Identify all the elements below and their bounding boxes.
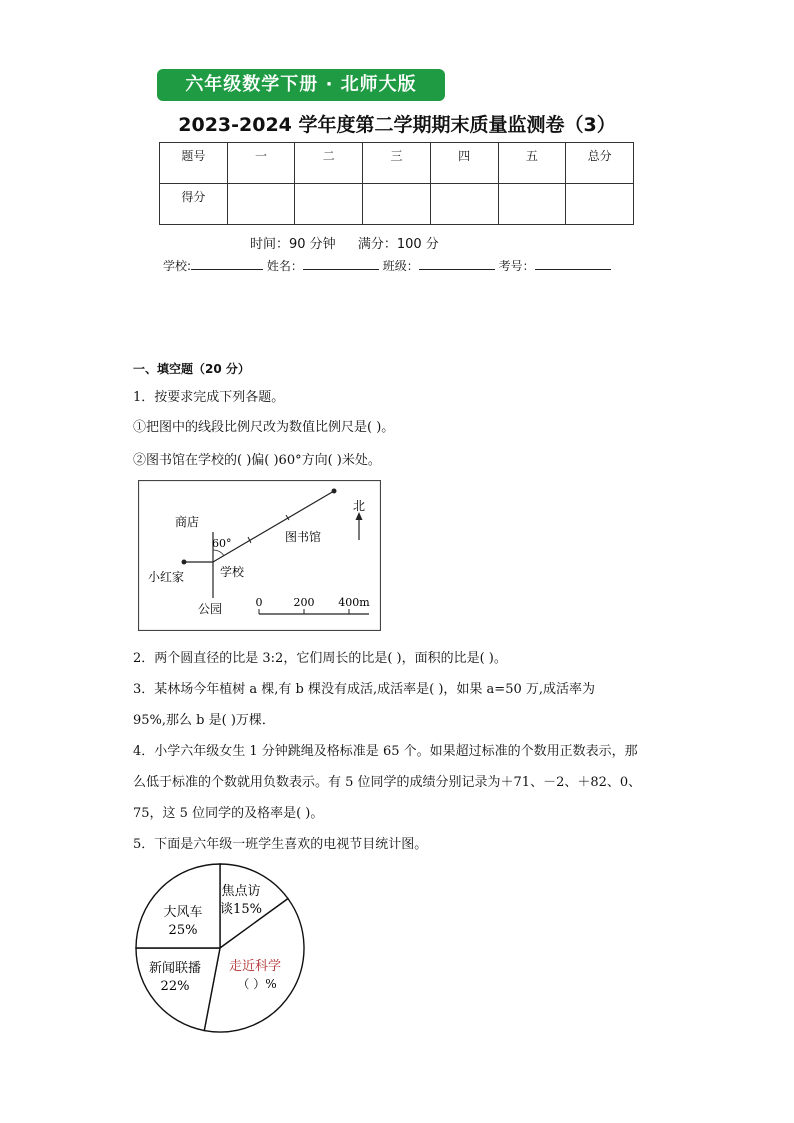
north-label: 北: [352, 499, 366, 513]
score-cell: 三: [363, 143, 431, 184]
score-entry-cell[interactable]: [566, 184, 634, 225]
angle-label: 60°: [212, 537, 232, 550]
class-blank[interactable]: [419, 257, 495, 270]
score-cell: 五: [498, 143, 566, 184]
scale-400-label: 400m: [338, 596, 370, 609]
home-label: 小红家: [148, 570, 185, 584]
question-3-line2: 95%,那么 b 是( )万棵．: [133, 713, 275, 728]
exam-title: 2023-2024 学年度第二学期期末质量监测卷（3）: [178, 114, 616, 136]
score-entry-cell[interactable]: [363, 184, 431, 225]
section-title: 一、填空题（20 分）: [133, 362, 250, 376]
school-label: 学校:: [163, 259, 192, 273]
score-label-cell: 得分: [160, 184, 228, 225]
score-cell: 题号: [160, 143, 228, 184]
library-point: [332, 489, 337, 494]
score-cell: 二: [295, 143, 363, 184]
question-1: 1．按要求完成下列各题。: [133, 390, 285, 405]
student-info: [163, 257, 611, 274]
home-point: [182, 560, 187, 565]
question-5: 5．下面是六年级一班学生喜欢的电视节目统计图。: [133, 837, 428, 852]
name-label: 姓名：: [266, 259, 303, 273]
score-entry-cell[interactable]: [430, 184, 498, 225]
score-table: [159, 142, 634, 225]
north-arrow-head: [356, 512, 363, 520]
school-library-line: [213, 491, 334, 562]
school-label: 学校: [220, 565, 245, 579]
pie-label-news-pct: 22%: [160, 979, 190, 994]
full-score: 满分：100 分: [357, 237, 439, 252]
question-3-line1: 3．某林场今年植树 a 棵,有 b 棵没有成活,成活率是( )，如果 a=50 万,成活率为: [133, 682, 595, 697]
scale-200-label: 200: [293, 596, 315, 609]
map-figure: [138, 480, 381, 631]
score-cell: 总分: [566, 143, 634, 184]
class-label: 班级：: [382, 259, 419, 273]
pie-label-news: 新闻联播: [148, 961, 202, 976]
shop-label: 商店: [175, 515, 200, 529]
pie-label-windmill-pct: 25%: [168, 923, 198, 938]
question-4-line3: 75，这 5 位同学的及格率是( )。: [133, 806, 324, 821]
score-cell: 一: [227, 143, 295, 184]
school-blank[interactable]: [191, 257, 263, 270]
pie-label-science-pct: （ ）%: [237, 977, 277, 991]
score-cell: 四: [430, 143, 498, 184]
time-limit: 时间：90 分钟: [250, 237, 336, 252]
score-entry-cell[interactable]: [498, 184, 566, 225]
park-label: 公园: [198, 602, 223, 616]
score-entry-cell[interactable]: [227, 184, 295, 225]
pie-label-windmill: 大风车: [163, 905, 203, 920]
pie-label-focus-2: 谈15%: [220, 902, 262, 917]
pie-label-science: 走近科学: [228, 959, 282, 974]
question-4-line1: 4．小学六年级女生 1 分钟跳绳及格标准是 65 个。如果超过标准的个数用正数表示，那: [133, 744, 638, 759]
score-entry-cell[interactable]: [295, 184, 363, 225]
grade-badge: 六年级数学下册 · 北师大版: [157, 69, 445, 101]
library-label: 图书馆: [285, 530, 322, 544]
number-label: 考号：: [498, 259, 535, 273]
pie-chart: [134, 862, 306, 1034]
question-4-line2: 么低于标准的个数就用负数表示。有 5 位同学的成绩分别记录为＋71、－2、＋82、0、: [133, 775, 642, 790]
number-blank[interactable]: [535, 257, 611, 270]
angle-arc: [213, 550, 224, 556]
question-1b: ②图书馆在学校的( )偏( )60°方向( )米处。: [133, 453, 381, 468]
pie-label-focus-1: 焦点访: [221, 884, 261, 899]
question-2: 2．两个圆直径的比是 3:2，它们周长的比是( )，面积的比是( )。: [133, 651, 507, 666]
question-1a: ①把图中的线段比例尺改为数值比例尺是( )。: [133, 420, 395, 435]
score-table-header-row: [160, 143, 634, 184]
scale-0-label: 0: [255, 596, 263, 609]
exam-time-info: [250, 233, 457, 252]
name-blank[interactable]: [303, 257, 379, 270]
score-table-score-row: [160, 184, 634, 225]
